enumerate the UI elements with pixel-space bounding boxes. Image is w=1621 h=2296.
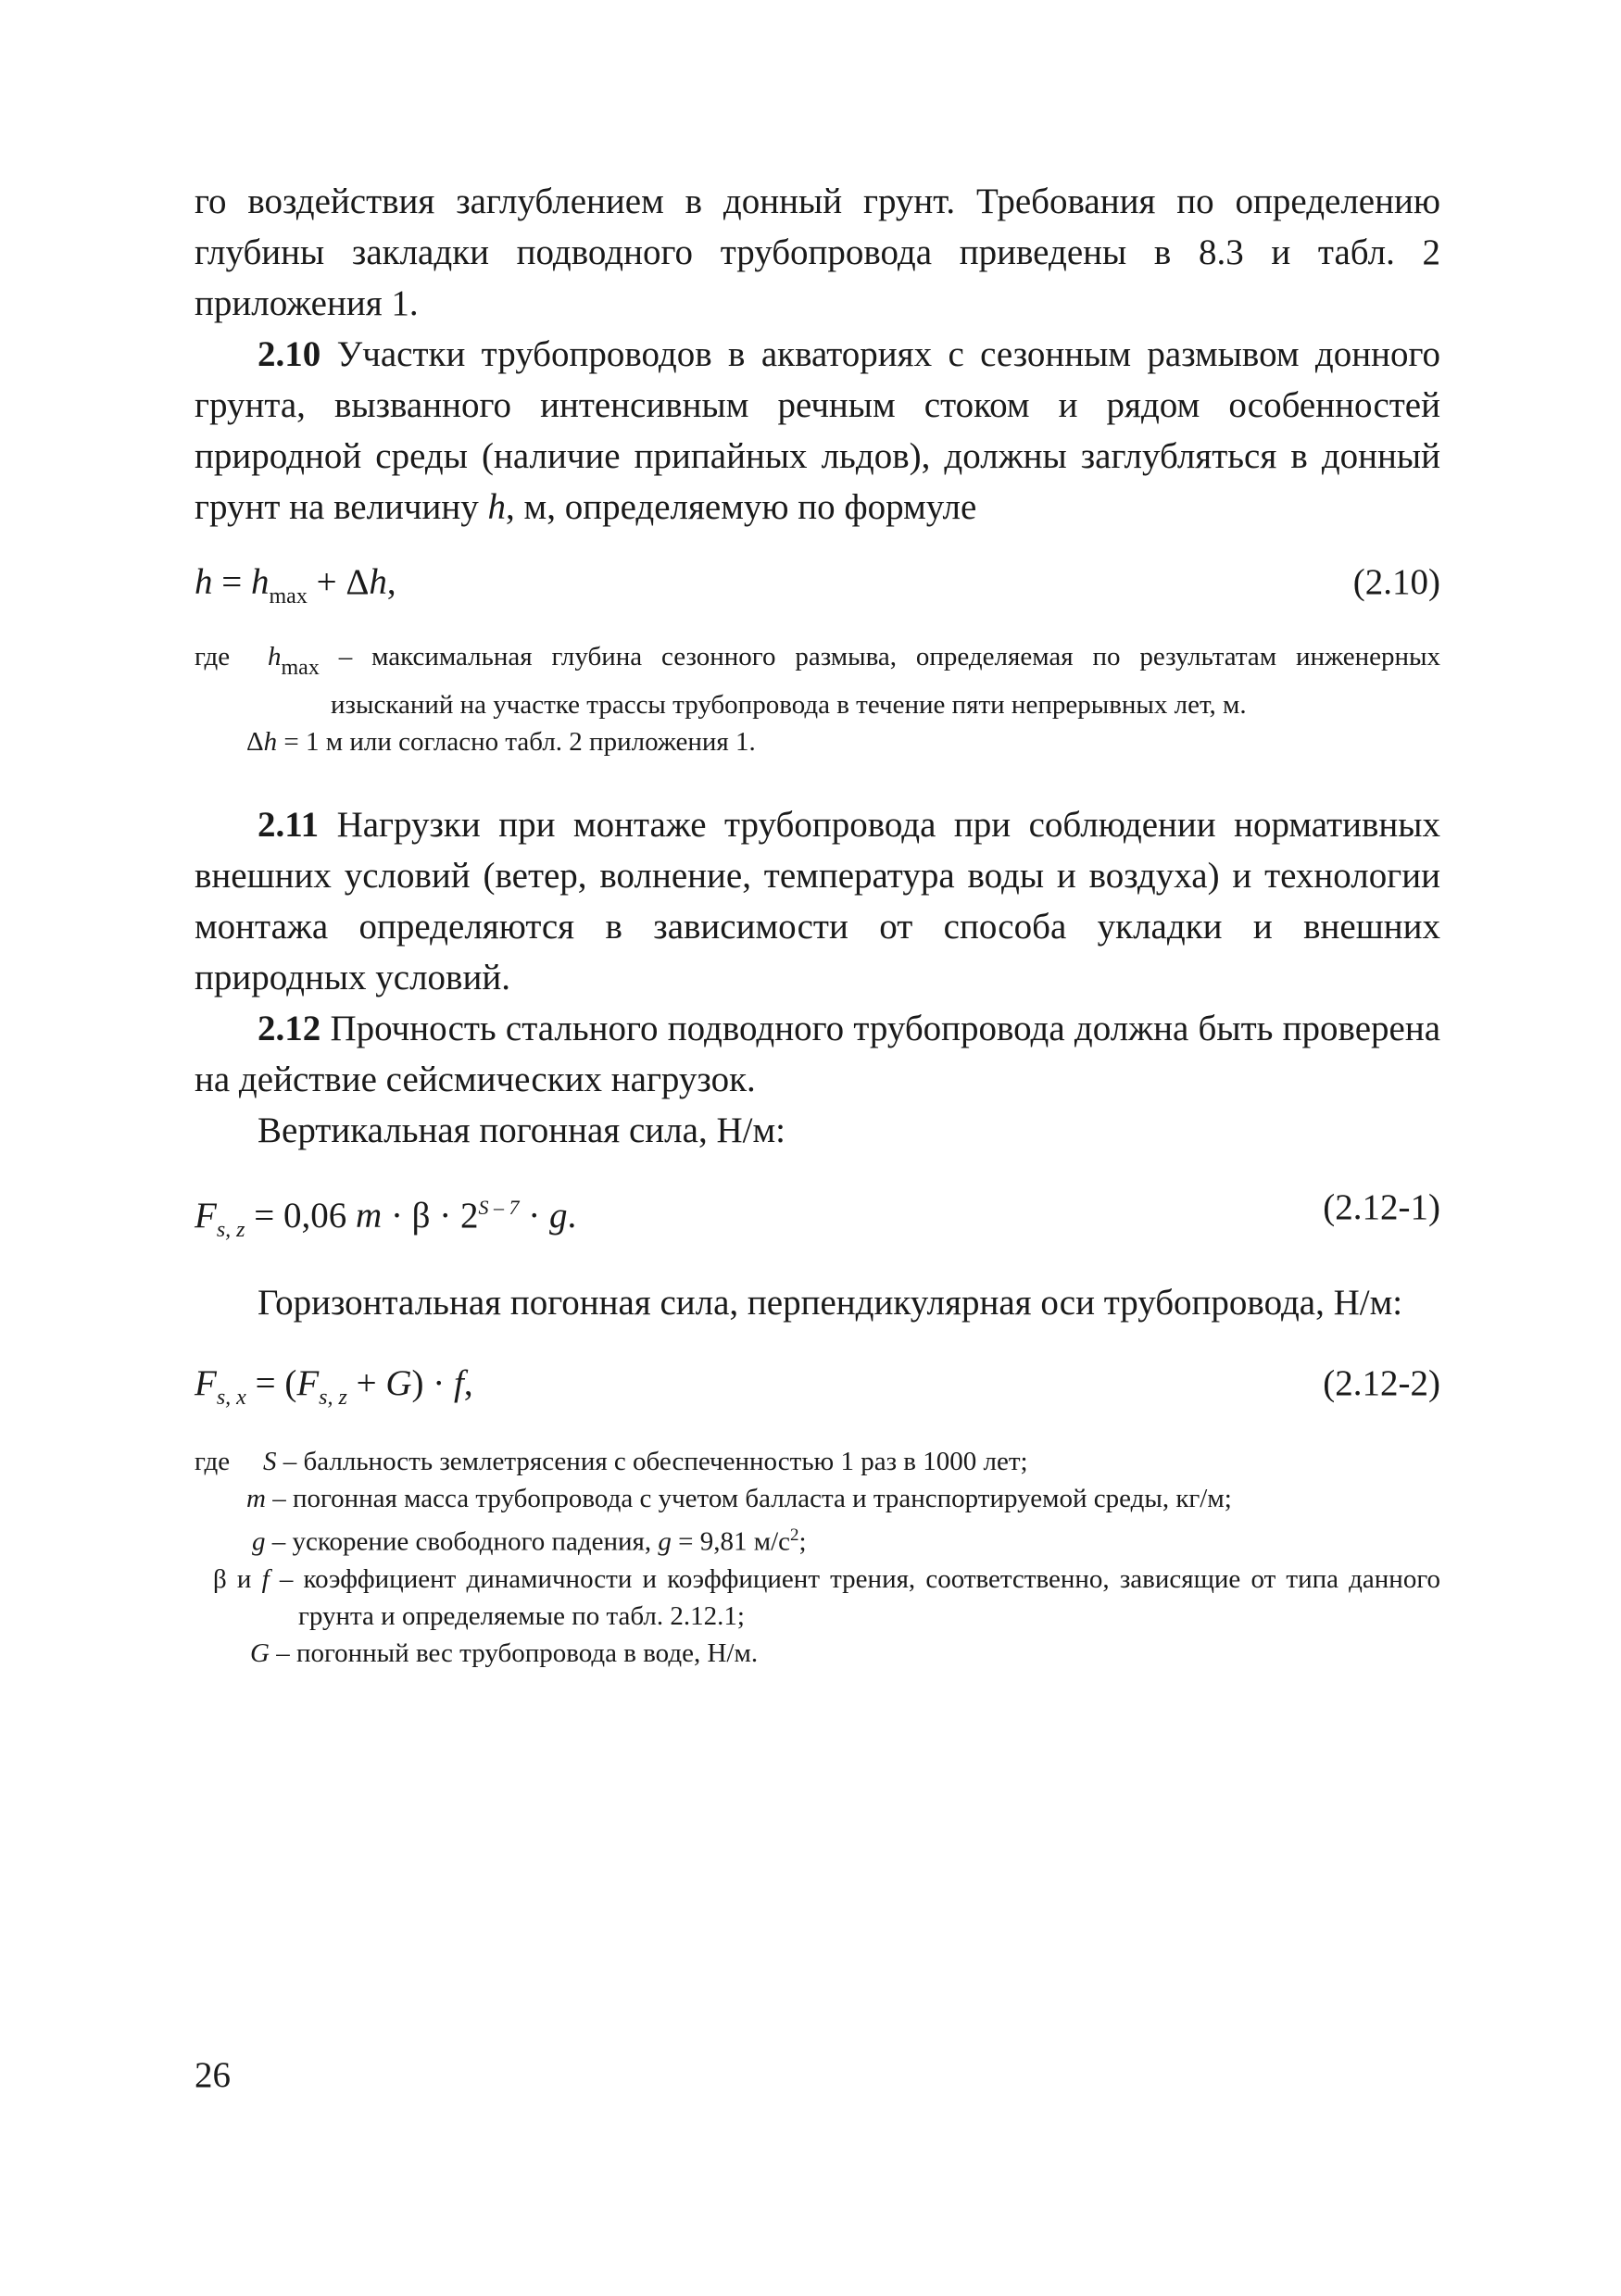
formula-number: (2.12-2) xyxy=(1323,1363,1440,1403)
vertical-force-label: Вертикальная погонная сила, Н/м: xyxy=(258,1110,785,1150)
note-m: m – погонная масса трубопровода с учетом балласта и транспортируемой среды, кг/м; xyxy=(246,1484,1232,1513)
formula-2-12-2 xyxy=(195,1356,1440,1411)
page-number: 26 xyxy=(195,2055,231,2095)
horizontal-force-label: Горизонтальная погонная сила, перпендикулярная оси трубопровода, Н/м: xyxy=(258,1283,1403,1323)
clause-number: 2.10 xyxy=(258,334,321,374)
formula-2-10 xyxy=(195,555,1440,610)
clause-text: Участки трубопроводов в акваториях с сезонным размывом донного грунта, вызванного интенсивным речным стоком и рядом особенностей природной среды (наличие припайных льдов), должны заглубляться в донный грунт на величину xyxy=(195,334,1440,527)
formula-expression: $F_{s, z} = 0,06$ $m \cdot \beta \cdot 2^{S - 7} \cdot g$. xyxy=(195,1196,577,1242)
formula-expression: $h = h_{max} + \Delta h$, xyxy=(195,562,396,609)
note-delta-h: Δh = 1 м или согласно табл. 2 приложения 1. xyxy=(246,727,756,757)
clause-text: Прочность стального подводного трубопровода должна быть проверена на действие сейсмических нагрузок. xyxy=(195,1009,1440,1099)
note-g: g – ускорение свободного падения, g = 9,81 $м/с^2$; xyxy=(252,1525,807,1557)
note-s: где S – балльность землетрясения с обеспеченностью 1 раз в 1000 лет; xyxy=(195,1443,1440,1480)
note-beta-f: β и f – коэффициент динамичности и коэффициент трения, соответственно, зависящие от типа данного грунта и определяемые по табл. 2.12.1; xyxy=(213,1563,1440,1631)
document-page xyxy=(195,176,1440,1672)
notes-2-10 xyxy=(195,638,1440,760)
paragraph-2-11 xyxy=(195,799,1440,1003)
formula-expression: $F_{s, x} = (F_{s, z} + G) \cdot f$, xyxy=(195,1363,473,1410)
clause-number: 2.12 xyxy=(258,1009,321,1048)
note-hmax: где $h_{max}$ – максимальная глубина сезонного размыва, определяемая по результатам инженерных изысканий на участке трассы трубопровода в течение пяти непрерывных лет, м. xyxy=(195,638,1440,723)
where-label: где xyxy=(195,1447,231,1476)
where-label: где xyxy=(195,642,231,671)
clause-number: 2.11 xyxy=(258,805,320,845)
formula-number: (2.12-1) xyxy=(1323,1187,1440,1227)
formula-number: (2.10) xyxy=(1352,562,1440,602)
formula-2-12-1 xyxy=(195,1180,1440,1242)
notes-2-12 xyxy=(195,1443,1440,1672)
note-g-weight: G – погонный вес трубопровода в воде, Н/м. xyxy=(250,1637,759,1668)
paragraph-intro: го воздействия заглублением в донный грунт. Требования по определению глубины закладки подводного трубопровода приведены в 8.3 и табл. 2 приложения 1. xyxy=(195,182,1440,323)
clause-text: Нагрузки при монтаже трубопровода при соблюдении нормативных внешних условий (ветер, волнение, температура воды и воздуха) и технологии монтажа определяются в зависимости от способа укладки и внешних природных условий. xyxy=(195,805,1440,997)
clause-text-tail: , м, определяемую по формуле xyxy=(506,487,977,527)
paragraph-2-10 xyxy=(195,329,1440,533)
paragraph-2-12 xyxy=(195,1003,1440,1105)
variable-h: h xyxy=(487,487,507,527)
